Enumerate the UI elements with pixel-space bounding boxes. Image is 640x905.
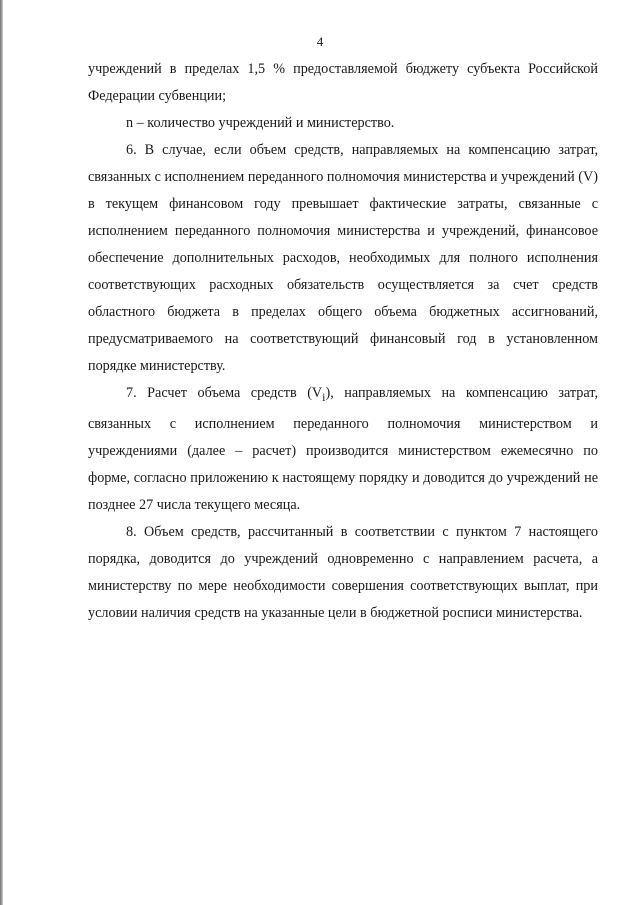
paragraph-item-7 bbox=[88, 380, 598, 519]
paragraph-item-6: 6. В случае, если объем средств, направляемых на компенсацию затрат, связанных с исполнением переданного полномочия министерства и учреждений (V) в текущем финансовом году превышает фактические затраты, связанные с исполнением переданного полномочия министерства и учреждений, финансовое обеспечение дополнительных расходов, необходимых для полного исполнения соответствующих расходных обязательств осуществляется за счет средств областного бюджета в пределах общего объема бюджетных ассигнований, предусматриваемого на соответствующий финансовый год в установленном порядке министерству. bbox=[88, 142, 598, 374]
item-7-text-after: ), направляемых на компенсацию затрат, связанных с исполнением переданного полномочия министерством и учреждениями (далее – расчет) производится министерством ежемесячно по форме, согласно приложению к настоящему порядку и доводится до учреждений не позднее 27 числа текущего месяца. bbox=[88, 385, 598, 513]
document-body bbox=[88, 56, 598, 627]
paragraph-n-definition: n – количество учреждений и министерство. bbox=[126, 115, 395, 131]
item-7-text-before: 7. Расчет объема средств (V bbox=[126, 385, 323, 401]
scan-left-edge bbox=[0, 0, 3, 905]
item-7-subscript: i bbox=[322, 389, 326, 404]
paragraph-item-8: 8. Объем средств, рассчитанный в соответствии с пунктом 7 настоящего порядка, доводится до учреждений одновременно с направлением расчета, а министерству по мере необходимости совершения соответствующих выплат, при условии наличия средств на указанные цели в бюджетной росписи министерства. bbox=[88, 523, 598, 621]
page-number: 4 bbox=[316, 34, 324, 49]
paragraph-continuation: учреждений в пределах 1,5 % предоставляемой бюджету субъекта Российской Федерации субвенции; bbox=[88, 61, 598, 104]
